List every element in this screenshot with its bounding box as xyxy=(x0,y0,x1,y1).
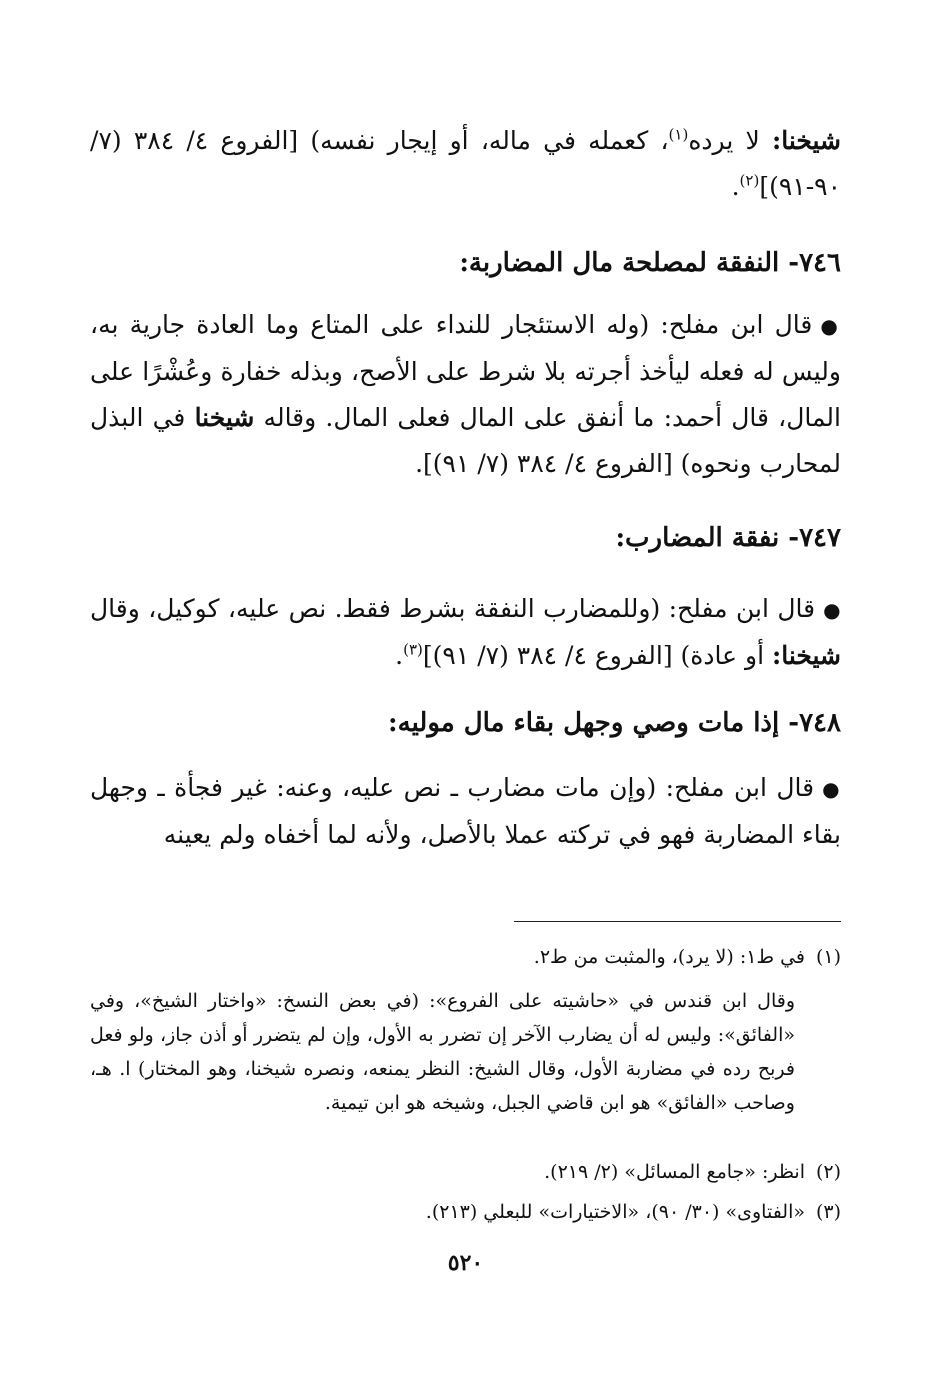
bullet-icon: ● xyxy=(820,314,841,338)
note-ref-3[interactable]: (٣) xyxy=(403,640,423,659)
section-body-747 xyxy=(90,586,841,679)
intro-paragraph xyxy=(90,118,841,210)
bullet-icon: ● xyxy=(822,777,841,801)
section-text-746-a: قال ابن مفلح: (وله الاستئجار للنداء على المتاع وما العادة جارية به، وليس له فعله ليأخذ أجرته بلا شرط على الأصح، وبذله خفارة وعُشْرًا على المال، قال أحمد: ما أنفق على المال فعلى المال. وقاله xyxy=(90,310,841,432)
intro-text-a: لا يرده xyxy=(688,126,772,155)
footnote-1-continuation: وقال ابن قندس في «حاشيته على الفروع»: (في بعض النسخ: «واختار الشيخ»، وفي «الفائق»: وليس له أن يضارب الآخر إن تضرر به الأول، وإن لم يتضرر أو أذن جاز، ولو فعل فربح رده في مضاربة الأول، وقال الشيخ: النظر يمنعه، ونصره شيخنا، وهو المختار) ا. هـ، وصاحب «الفائق» هو ابن قاضي الجبل، وشيخه هو ابن تيمية. xyxy=(90,990,795,1114)
section-heading-746: ٧٤٦- النفقة لمصلحة مال المضاربة: xyxy=(459,248,841,278)
section-body-746 xyxy=(90,302,841,487)
intro-end: . xyxy=(731,172,740,201)
footnote-text: انظر: «جامع المسائل» (٢/ ٢١٩). xyxy=(544,1161,805,1183)
intro-label: شيخنا: xyxy=(771,126,842,155)
footnote-number: (٣) xyxy=(815,1201,841,1223)
book-page xyxy=(90,0,841,1388)
section-body-748 xyxy=(90,765,841,858)
footnote-number: (٢) xyxy=(815,1161,841,1183)
footnote-number: (١) xyxy=(815,946,841,968)
section-text-748: قال ابن مفلح: (وإن مات مضارب ـ نص عليه، وعنه: غير فجأة ـ وجهل بقاء المضاربة فهو في تركته عملا بالأصل، ولأنه لما أخفاه ولم يعينه xyxy=(90,773,841,849)
section-heading-747: ٧٤٧- نفقة المضارب: xyxy=(615,523,841,553)
section-heading-748: ٧٤٨- إذا مات وصي وجهل بقاء مال موليه: xyxy=(388,708,841,738)
section-text-747-a: قال ابن مفلح: (وللمضارب النفقة بشرط فقط. نص عليه، كوكيل، وقال xyxy=(90,594,816,623)
footnote-text: في ط١: (لا يرد)، والمثبت من ط٢. xyxy=(533,946,805,968)
footnote-1 xyxy=(90,940,841,974)
section-end-747: . xyxy=(395,641,404,670)
footnote-2 xyxy=(90,1155,841,1189)
section-text-746-b: في البذل لمحارب ونحوه) [الفروع ٤/ ٣٨٤ (٧/ ٩١)]. xyxy=(90,403,841,478)
footnote-divider xyxy=(514,921,841,922)
note-ref-2[interactable]: (٢) xyxy=(739,171,760,190)
section-text-747-b: أو عادة) [الفروع ٤/ ٣٨٤ (٧/ ٩١)] xyxy=(422,641,772,670)
page-number: ٥٢٠ xyxy=(447,1250,484,1276)
section-bold-746: شيخنا xyxy=(194,403,255,432)
note-ref-1[interactable]: (١) xyxy=(668,125,689,144)
bullet-icon: ● xyxy=(823,598,841,622)
footnote-3 xyxy=(90,1195,841,1229)
intro-text-b: ، كعمله في ماله، أو إيجار نفسه) [الفروع ٤/ ٣٨٤ (٧/ ٩٠-٩١)] xyxy=(90,126,841,201)
section-bold-747: شيخنا: xyxy=(771,641,841,670)
footnote-text: «الفتاوى» (٣٠/ ٩٠)، «الاختيارات» للبعلي (٢١٣). xyxy=(425,1201,805,1223)
